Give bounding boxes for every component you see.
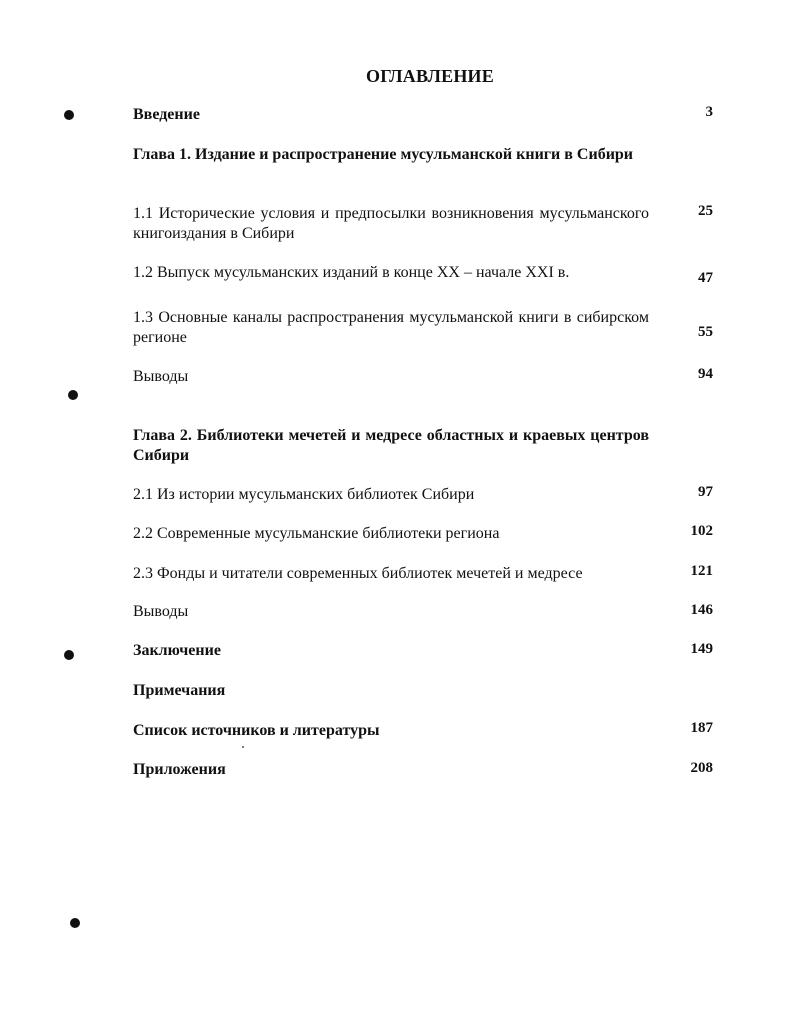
toc-page-section-2-2: 102 [690, 523, 713, 539]
toc-entry-section-1-1: 1.1 Исторические условия и предпосылки возникновения мусульманского книгоиздания в Сибири [133, 205, 649, 242]
binder-hole-mark [70, 918, 80, 928]
toc-entry-section-2-1: 2.1 Из истории мусульманских библиотек Сибири [133, 486, 475, 503]
toc-entry-appendices: Приложения [133, 761, 226, 778]
toc-entry-bibliography: Список источников и литературы [133, 722, 380, 739]
binder-hole-mark [64, 110, 74, 120]
toc-page-section-1-1: 25 [698, 203, 713, 219]
toc-entry-section-1-3: 1.3 Основные каналы распространения мусульманской книги в сибирском регионе [133, 309, 649, 346]
toc-entry-chapter-1: Глава 1. Издание и распространение мусульманской книги в Сибири [133, 146, 634, 163]
toc-entry-notes: Примечания [133, 682, 226, 699]
toc-page-conclusions-2: 146 [690, 602, 713, 618]
toc-page-section-2-1: 97 [698, 484, 713, 500]
toc-entry-introduction: Введение [133, 106, 200, 123]
toc-entry-section-2-2: 2.2 Современные мусульманские библиотеки региона [133, 525, 500, 542]
toc-page-bibliography: 187 [690, 720, 713, 736]
toc-page-section-1-2: 47 [698, 270, 713, 286]
toc-page-conclusion: 149 [690, 641, 713, 657]
toc-entry-section-2-3: 2.3 Фонды и читатели современных библиотек мечетей и медресе [133, 565, 583, 582]
scan-speck [242, 746, 244, 748]
toc-entry-section-1-2: 1.2 Выпуск мусульманских изданий в конце XX – начале XXI в. [133, 264, 570, 281]
toc-page-conclusions-1: 94 [698, 366, 713, 382]
toc-page-introduction: 3 [705, 104, 713, 120]
toc-page-appendices: 208 [690, 760, 713, 776]
toc-entry-conclusion: Заключение [133, 642, 221, 659]
toc-page-section-1-3: 55 [698, 324, 713, 340]
binder-hole-mark [64, 650, 74, 660]
binder-hole-mark [68, 390, 78, 400]
toc-page-section-2-3: 121 [690, 563, 713, 579]
page-title: ОГЛАВЛЕНИЕ [366, 66, 494, 86]
toc-entry-chapter-2: Глава 2. Библиотеки мечетей и медресе областных и краевых центров Сибири [133, 427, 649, 464]
toc-entry-conclusions-1: Выводы [133, 368, 189, 385]
toc-entry-conclusions-2: Выводы [133, 603, 189, 620]
